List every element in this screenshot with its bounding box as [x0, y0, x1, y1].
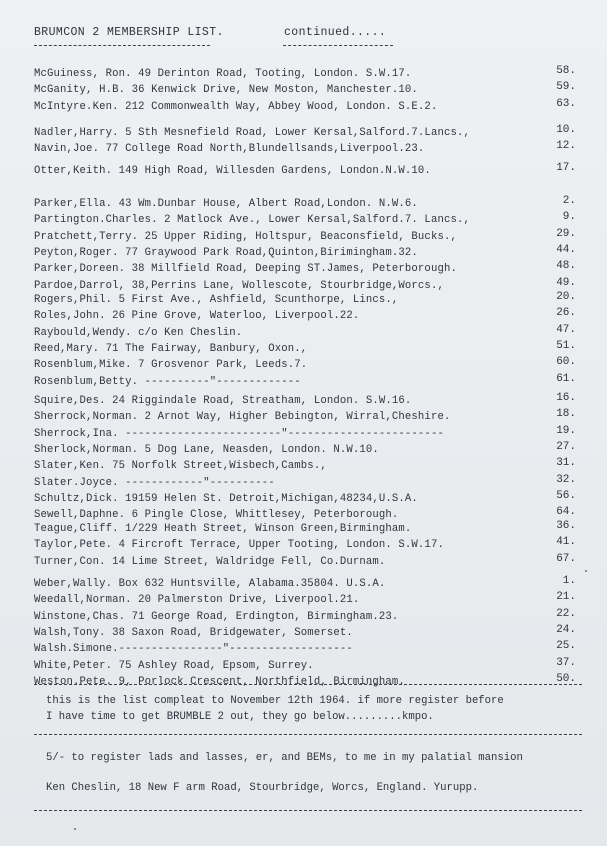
member-number: 25.: [556, 640, 576, 653]
member-number: 10.: [556, 124, 576, 136]
member-entry: Otter,Keith. 149 High Road, Willesden Gardens, London.N.W.10.: [34, 165, 431, 177]
member-number: 56.: [556, 489, 576, 502]
member-number: 49.: [556, 276, 576, 289]
member-entry: Sherlock,Norman. 5 Dog Lane, Neasden, London. N.W.10.: [34, 443, 379, 456]
member-number: 17.: [556, 162, 576, 174]
member-number: 29.: [556, 227, 576, 240]
member-entry: Roles,John. 26 Pine Grove, Waterloo, Liverpool.22.: [34, 310, 360, 323]
member-number: 44.: [556, 243, 576, 256]
member-entry: Walsh.Simone.----------------"-------------------: [34, 643, 353, 656]
member-number: 21.: [556, 591, 576, 604]
member-entry: Turner,Con. 14 Lime Street, Waldridge Fell, Co.Durnam.: [34, 555, 386, 568]
footer-rule-top: [34, 684, 582, 685]
member-number: 51.: [556, 339, 576, 352]
member-entry: Rogers,Phil. 5 First Ave., Ashfield, Scunthorpe, Lincs.,: [34, 294, 399, 306]
footer-rule-middle: [34, 734, 582, 735]
member-entry: Raybould,Wendy. c/o Ken Cheslin.: [34, 326, 243, 339]
member-number: 22.: [556, 607, 576, 620]
continued-label: continued.....: [284, 26, 387, 39]
member-entry: Slater,Ken. 75 Norfolk Street,Wisbech,Cambs.,: [34, 460, 327, 473]
member-number: 1.: [562, 575, 576, 587]
continued-underline: [283, 45, 393, 46]
member-entry: Schultz,Dick. 19159 Helen St. Detroit,Michigan,48234,U.S.A.: [34, 492, 418, 505]
member-entry: Weedall,Norman. 20 Palmerston Drive, Liverpool.21.: [34, 594, 360, 607]
member-entry: Weston.Pete. 9, Porlock Crescent, Northfield, Birmingham.: [34, 675, 405, 688]
member-number: 63.: [556, 97, 576, 110]
member-number: 58.: [556, 65, 576, 77]
footer-note-line-2: I have time to get BRUMBLE 2 out, they go below.........kmpo.: [46, 711, 434, 723]
member-entry: McGanity, H.B. 36 Kenwick Drive, New Moston, Manchester.10.: [34, 84, 418, 97]
member-number: 26.: [556, 307, 576, 320]
paper-speck: [74, 828, 76, 830]
member-entry: Nadler,Harry. 5 Sth Mesnefield Road, Lower Kersal,Salford.7.Lancs.,: [34, 127, 470, 139]
member-number: 37.: [556, 656, 576, 669]
paper-speck: [585, 570, 587, 572]
member-entry: McIntyre.Ken. 212 Commonwealth Way, Abbey Wood, London. S.E.2.: [34, 100, 438, 113]
member-entry: Pratchett,Terry. 25 Upper Riding, Holtspur, Beaconsfield, Bucks.,: [34, 230, 457, 243]
member-entry: Navin,Joe. 77 College Road North,Blundellsands,Liverpool.23.: [34, 143, 425, 156]
member-number: 16.: [556, 392, 576, 404]
member-number: 50.: [556, 672, 576, 685]
member-number: 67.: [556, 552, 576, 565]
member-number: 48.: [556, 260, 576, 273]
member-entry: Taylor,Pete. 4 Fircroft Terrace, Upper Tooting, London. S.W.17.: [34, 539, 444, 552]
member-number: 61.: [556, 372, 576, 385]
member-entry: White,Peter. 75 Ashley Road, Epsom, Surrey.: [34, 659, 314, 672]
member-entry: Slater.Joyce. ------------"----------: [34, 476, 275, 489]
member-entry: Reed,Mary. 71 The Fairway, Banbury, Oxon.,: [34, 342, 308, 355]
member-entry: Weber,Wally. Box 632 Huntsville, Alabama.35804. U.S.A.: [34, 578, 386, 590]
member-entry: Partington.Charles. 2 Matlock Ave., Lower Kersal,Salford.7. Lancs.,: [34, 214, 470, 227]
member-number: 20.: [556, 291, 576, 303]
member-entry: Parker,Ella. 43 Wm.Dunbar House, Albert Road,London. N.W.6.: [34, 198, 418, 210]
footer-rule-bottom: [34, 810, 582, 811]
title-underline: [34, 45, 210, 46]
member-number: 32.: [556, 473, 576, 486]
member-entry: Parker,Doreen. 38 Millfield Road, Deeping ST.James, Peterborough.: [34, 263, 457, 276]
document-header: [34, 26, 387, 39]
member-entry: Peyton,Roger. 77 Graywood Park Road,Quinton,Birimingham.32.: [34, 246, 418, 259]
member-entry: Walsh,Tony. 38 Saxon Road, Bridgewater, Somerset.: [34, 626, 353, 639]
document-title: BRUMCON 2 MEMBERSHIP LIST.: [34, 26, 224, 39]
member-number: 19.: [556, 424, 576, 437]
member-number: 59.: [556, 81, 576, 94]
member-number: 41.: [556, 536, 576, 549]
member-number: 64.: [556, 506, 576, 519]
footer-note-line-1: this is the list compleat to November 12th 1964. if more register before: [46, 695, 504, 707]
member-number: 47.: [556, 323, 576, 336]
footer-address-line: Ken Cheslin, 18 New F arm Road, Stourbridge, Worcs, England. Yurupp.: [46, 782, 479, 794]
member-number: 9.: [562, 211, 576, 224]
member-entry: Winstone,Chas. 71 George Road, Erdington, Birmingham.23.: [34, 610, 399, 623]
member-entry: Pardoe,Darrol, 38,Perrins Lane, Wollescote, Stourbridge,Worcs.,: [34, 279, 444, 292]
member-number: 27.: [556, 440, 576, 453]
member-number: 12.: [556, 140, 576, 153]
member-number: 24.: [556, 623, 576, 636]
footer-fee-line: 5/- to register lads and lasses, er, and BEMs, to me in my palatial mansion: [46, 752, 523, 764]
member-entry: Teague,Cliff. 1/229 Heath Street, Winson Green,Birmingham.: [34, 523, 412, 535]
member-entry: Sherrock,Ina. ------------------------"------------------------: [34, 427, 444, 440]
member-number: 2.: [562, 195, 576, 207]
member-number: 60.: [556, 356, 576, 369]
member-entry: Sewell,Daphne. 6 Pingle Close, Whittlesey, Peterborough.: [34, 509, 399, 522]
member-number: 18.: [556, 408, 576, 421]
member-number: 36.: [556, 520, 576, 532]
member-entry: Rosenblum,Betty. ----------"-------------: [34, 375, 301, 388]
member-entry: McGuiness, Ron. 49 Derinton Road, Tooting, London. S.W.17.: [34, 68, 412, 80]
member-entry: Rosenblum,Mike. 7 Grosvenor Park, Leeds.7.: [34, 359, 308, 372]
member-entry: Sherrock,Norman. 2 Arnot Way, Higher Bebington, Wirral,Cheshire.: [34, 411, 451, 424]
member-entry: Squire,Des. 24 Riggindale Road, Streatham, London. S.W.16.: [34, 395, 412, 407]
member-number: 31.: [556, 457, 576, 470]
